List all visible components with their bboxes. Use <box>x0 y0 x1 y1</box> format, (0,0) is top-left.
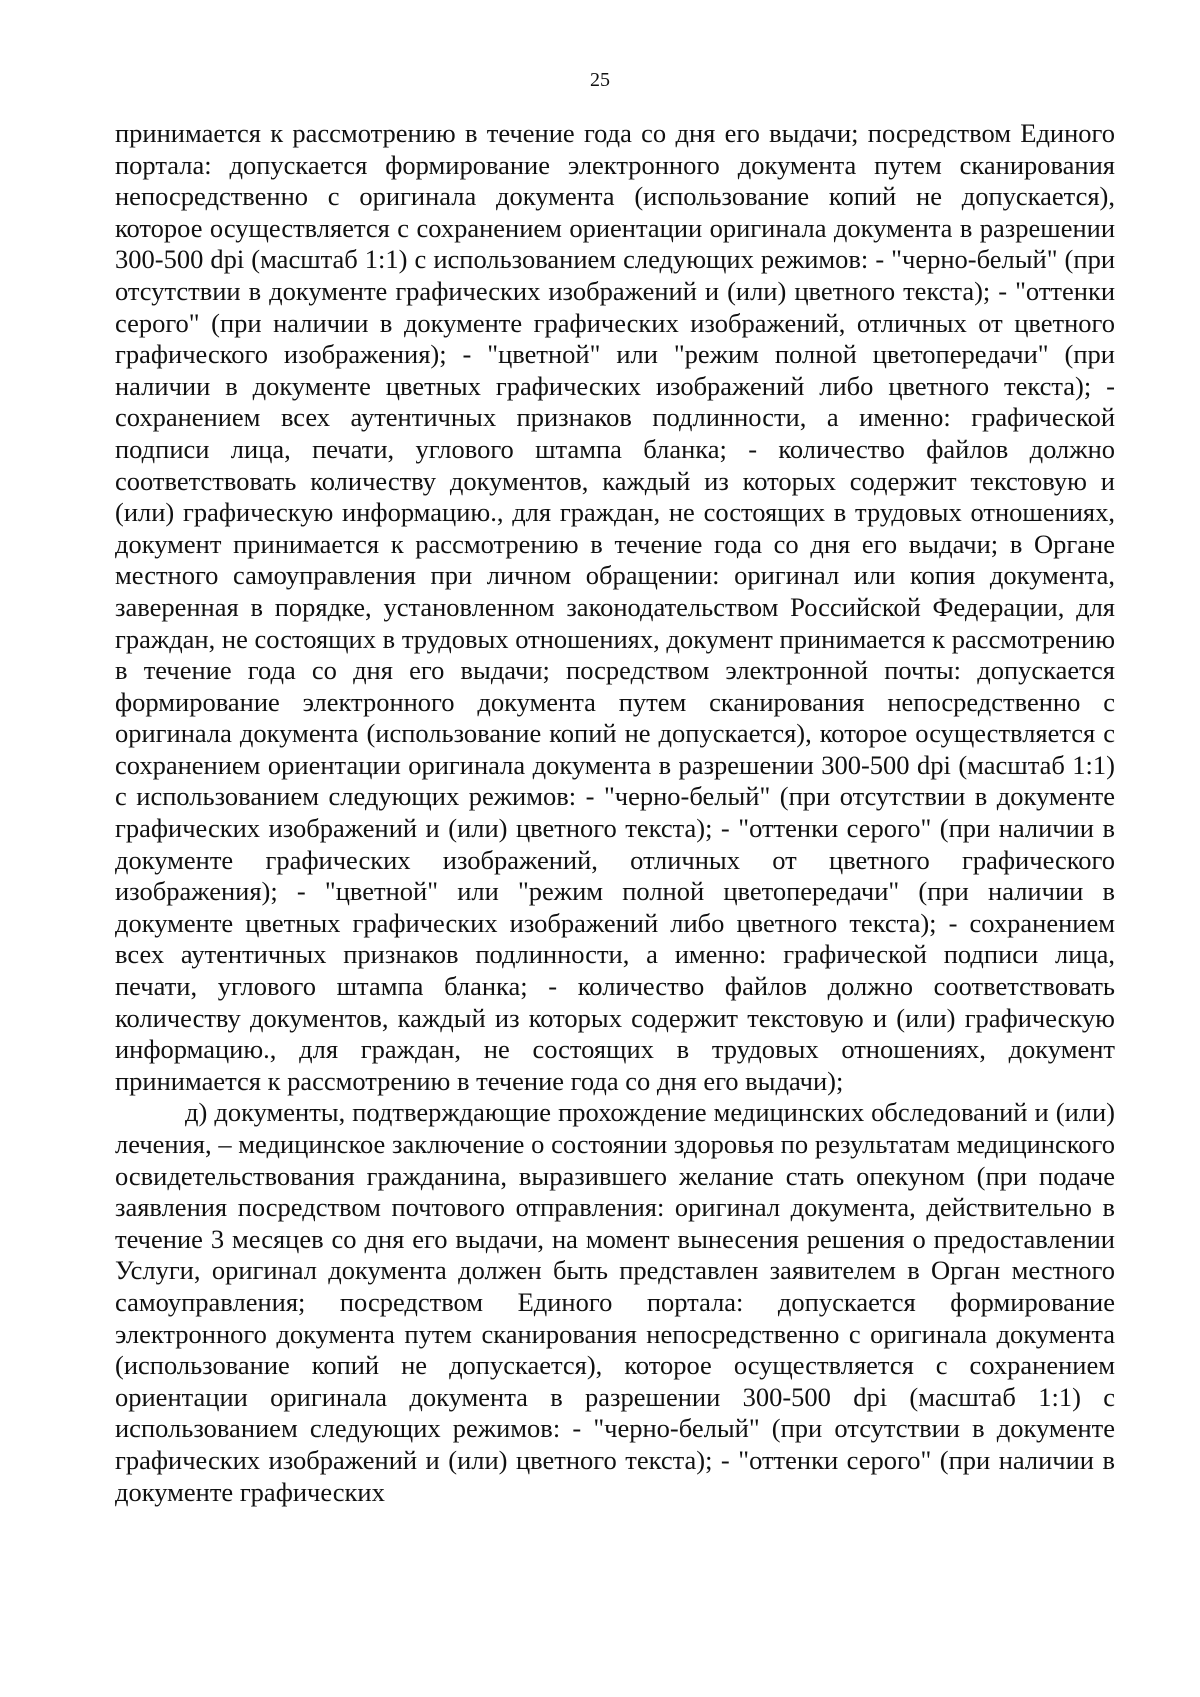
paragraph-continuation: принимается к рассмотрению в течение года со дня его выдачи; посредством Единого портала: допускается формирование электронного документа путем сканирования непосредственно с оригинала документа (использование копий не допускается), которое осуществляется с сохранением ориентации оригинала документа в разрешении 300-500 dpi (масштаб 1:1) с использованием следующих режимов: - "черно-белый" (при отсутствии в документе графических изображений и (или) цветного текста); - "оттенки серого" (при наличии в документе графических изображений, отличных от цветного графического изображения); - "цветной" или "режим полной цветопередачи" (при наличии в документе цветных графических изображений либо цветного текста); - сохранением всех аутентичных признаков подлинности, а именно: графической подписи лица, печати, углового штампа бланка; - количество файлов должно соответствовать количеству документов, каждый из которых содержит текстовую и (или) графическую информацию., для граждан, не состоящих в трудовых отношениях, документ принимается к рассмотрению в течение года со дня его выдачи; в Органе местного самоуправления при личном обращении: оригинал или копия документа, заверенная в порядке, установленном законодательством Российской Федерации, для граждан, не состоящих в трудовых отношениях, документ принимается к рассмотрению в течение года со дня его выдачи; посредством электронной почты: допускается формирование электронного документа путем сканирования непосредственно с оригинала документа (использование копий не допускается), которое осуществляется с сохранением ориентации оригинала документа в разрешении 300-500 dpi (масштаб 1:1) с использованием следующих режимов: - "черно-белый" (при отсутствии в документе графических изображений и (или) цветного текста); - "оттенки серого" (при наличии в документе графических изображений, отличных от цветного графического изображения); - "цветной" или "режим полной цветопередачи" (при наличии в документе цветных графических изображений либо цветного текста); - сохранением всех аутентичных признаков подлинности, а именно: графической подписи лица, печати, углового штампа бланка; - количество файлов должно соответствовать количеству документов, каждый из которых содержит текстовую и (или) графическую информацию., для граждан, не состоящих в трудовых отношениях, документ принимается к рассмотрению в течение года со дня его выдачи); <box>115 118 1115 1096</box>
paragraph-item-d: д) документы, подтверждающие прохождение медицинских обследований и (или) лечения, – медицинское заключение о состоянии здоровья по результатам медицинского освидетельствования гражданина, выразившего желание стать опекуном (при подаче заявления посредством почтового отправления: оригинал документа, действительно в течение 3 месяцев со дня его выдачи, на момент вынесения решения о предоставлении Услуги, оригинал документа должен быть представлен заявителем в Орган местного самоуправления; посредством Единого портала: допускается формирование электронного документа путем сканирования непосредственно с оригинала документа (использование копий не допускается), которое осуществляется с сохранением ориентации оригинала документа в разрешении 300-500 dpi (масштаб 1:1) с использованием следующих режимов: - "черно-белый" (при отсутствии в документе графических изображений и (или) цветного текста); - "оттенки серого" (при наличии в документе графических <box>115 1097 1115 1507</box>
document-body <box>115 118 1115 1508</box>
page-number: 25 <box>590 69 610 91</box>
